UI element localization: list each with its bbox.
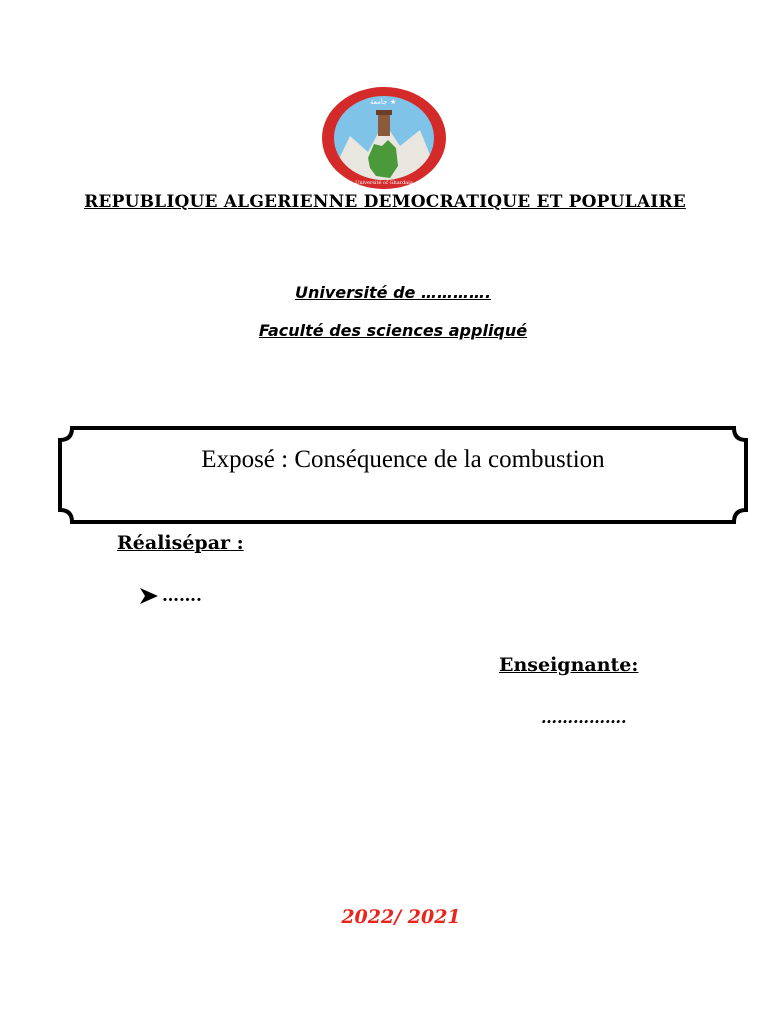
- academic-year: 2022/ 2021: [341, 906, 461, 928]
- author-name: …….: [162, 586, 202, 606]
- svg-text:★: ★: [390, 98, 397, 106]
- expose-title: Exposé : Conséquence de la combustion: [201, 446, 605, 473]
- teacher-name: …………….: [541, 708, 627, 727]
- university-logo: [320, 86, 448, 190]
- teacher-label: Enseignante:: [499, 654, 639, 676]
- logo-ring-text: Université of Ghardaia: [355, 180, 413, 186]
- author-list-item: [138, 586, 202, 606]
- arrow-bullet-icon: [138, 586, 160, 606]
- university-name: Université de ………….: [294, 283, 492, 302]
- realise-label: Réalisépar :: [117, 532, 244, 554]
- svg-text:ﺟﺎﻣﻌﺔ: ﺟﺎﻣﻌﺔ: [370, 98, 388, 106]
- faculty-name: Faculté des sciences appliqué: [258, 321, 528, 340]
- republic-title: REPUBLIQUE ALGERIENNE DEMOCRATIQUE ET POPULAIRE: [84, 192, 686, 212]
